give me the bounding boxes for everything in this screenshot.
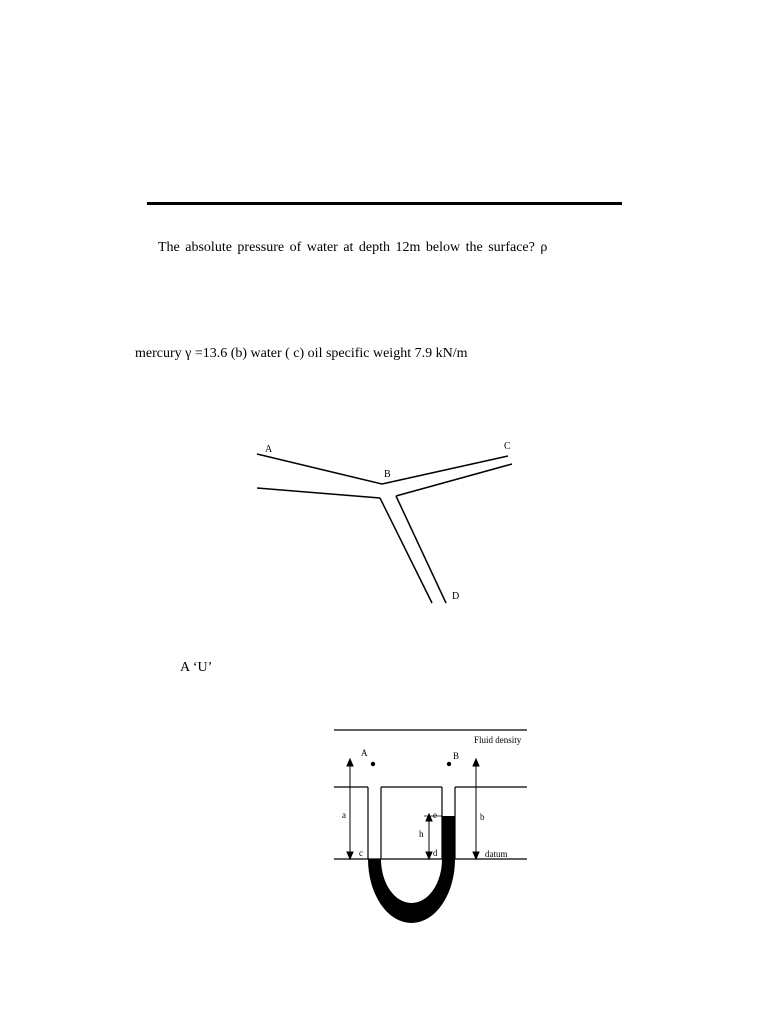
pipe-label-c: C: [504, 441, 511, 452]
pipe-label-b: B: [384, 469, 391, 480]
dimension-b-arrow-bottom: [473, 852, 479, 859]
dimension-a-label: a: [342, 810, 346, 820]
datum-label: datum: [485, 849, 508, 859]
dimension-h-arrow-bottom: [426, 852, 432, 859]
point-a-label: A: [361, 748, 368, 758]
mercury-column-right: [442, 816, 455, 859]
dimension-h-arrow-top: [426, 814, 432, 821]
fluid-density-label: Fluid density: [474, 735, 522, 745]
pipe-label-a: A: [265, 444, 273, 455]
dimension-b-arrow-top: [473, 759, 479, 766]
pipe-label-d: D: [452, 591, 460, 602]
mark-e-label: e: [433, 810, 437, 820]
point-a-dot: [371, 762, 375, 766]
dimension-a-arrow-bottom: [347, 852, 353, 859]
question-text-2: mercury γ =13.6 (b) water ( c) oil specific weight 7.9 kN/m: [135, 346, 468, 361]
question-text-1: The absolute pressure of water at depth 12m below the surface? ρ: [158, 240, 548, 255]
u-bend-mercury: [368, 859, 455, 923]
mark-d-label: d: [433, 848, 438, 858]
dimension-b-label: b: [480, 812, 485, 822]
question-text-3: A ‘U’: [180, 660, 213, 675]
dimension-a-arrow-top: [347, 759, 353, 766]
point-b-dot: [447, 762, 451, 766]
point-b-label: B: [453, 751, 460, 761]
mark-c-label: c: [359, 848, 363, 858]
dimension-h-label: h: [419, 829, 424, 839]
